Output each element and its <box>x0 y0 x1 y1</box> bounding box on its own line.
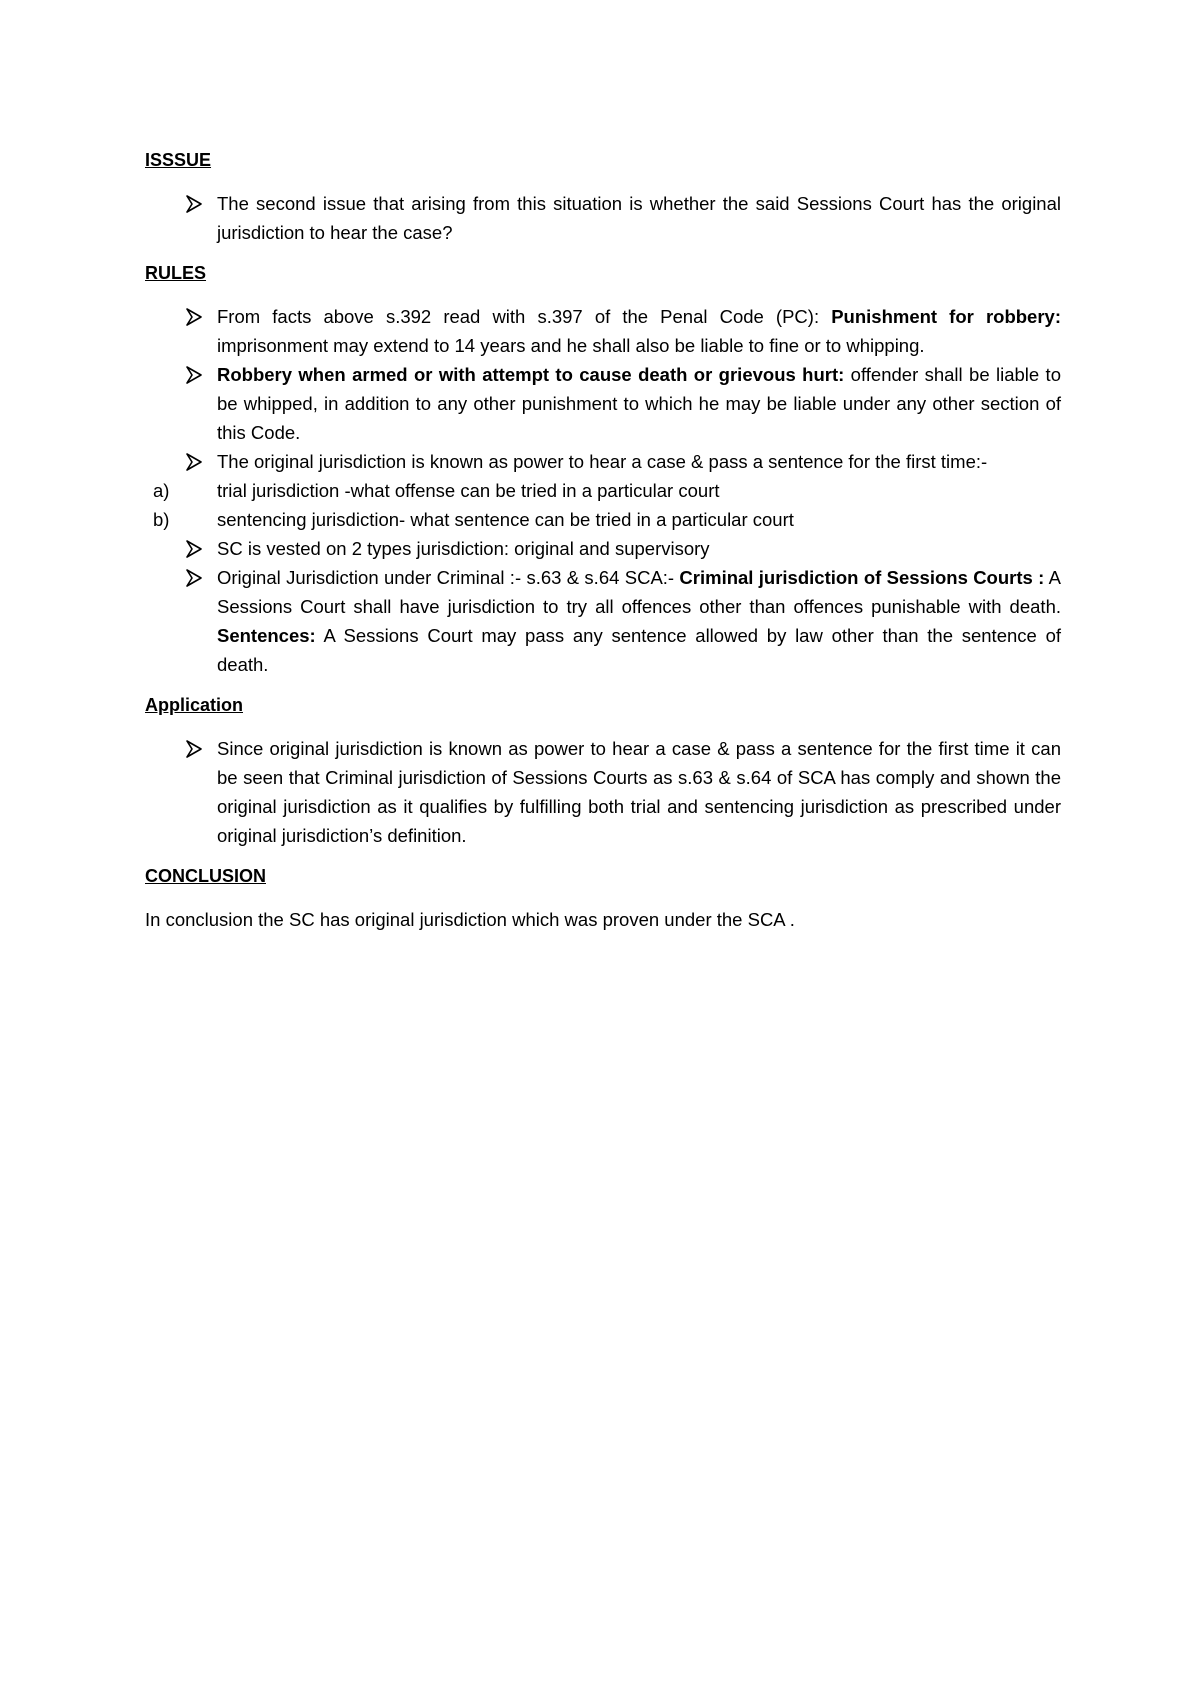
list-item <box>145 360 1061 447</box>
conclusion-text: In conclusion the SC has original jurisdiction which was proven under the SCA . <box>145 909 795 930</box>
arrow-bullet-icon <box>185 195 203 213</box>
application-item-text: Since original jurisdiction is known as power to hear a case & pass a sentence for the first time it can be seen that Criminal jurisdiction of Sessions Courts as s.63 & s.64 of SCA has comply and shown the original jurisdiction as it qualifies by fulfilling both trial and sentencing jurisdiction as prescribed under original jurisdiction’s definition. <box>217 738 1061 846</box>
rules-item-text: From facts above s.392 read with s.397 of the Penal Code (PC): Punishment for robbery: imprisonment may extend to 14 years and he shall also be liable to fine or to whipping. <box>217 306 1061 356</box>
list-item <box>145 189 1061 247</box>
issue-list <box>145 189 1061 247</box>
application-list <box>145 734 1061 850</box>
list-item <box>145 302 1061 360</box>
arrow-bullet-icon <box>185 453 203 471</box>
rules-item-text: sentencing jurisdiction- what sentence can be tried in a particular court <box>217 509 794 530</box>
rules-item-text: Original Jurisdiction under Criminal :- s.63 & s.64 SCA:- Criminal jurisdiction of Sessions Courts : A Sessions Court shall have jurisdiction to try all offences other than offences punishable with death. Sentences: A Sessions Court may pass any sentence allowed by law other than the sentence of death. <box>217 567 1061 675</box>
arrow-bullet-icon <box>185 740 203 758</box>
conclusion-heading: CONCLUSION <box>145 866 266 886</box>
arrow-bullet-icon <box>185 366 203 384</box>
list-item <box>145 734 1061 850</box>
arrow-bullet-icon <box>185 308 203 326</box>
rules-item-text: The original jurisdiction is known as power to hear a case & pass a sentence for the first time:- <box>217 451 988 472</box>
list-item <box>145 505 1061 534</box>
issue-item-text: The second issue that arising from this situation is whether the said Sessions Court has the original jurisdiction to hear the case? <box>217 193 1061 243</box>
application-heading: Application <box>145 695 243 715</box>
arrow-bullet-icon <box>185 569 203 587</box>
issue-heading: ISSSUE <box>145 150 212 170</box>
list-marker: a) <box>153 480 170 501</box>
arrow-bullet-icon <box>185 540 203 558</box>
list-marker: b) <box>153 509 170 530</box>
list-item <box>145 476 1061 505</box>
list-item <box>145 534 1061 563</box>
list-item <box>145 563 1061 679</box>
rules-item-text: trial jurisdiction -what offense can be tried in a particular court <box>217 480 720 501</box>
rules-item-text: Robbery when armed or with attempt to cause death or grievous hurt: offender shall be liable to be whipped, in addition to any other punishment to which he may be liable under any other section of this Code. <box>217 364 1061 443</box>
rules-item-text: SC is vested on 2 types jurisdiction: original and supervisory <box>217 538 710 559</box>
rules-list <box>145 302 1061 679</box>
rules-heading: RULES <box>145 263 207 283</box>
list-item <box>145 447 1061 476</box>
document-content <box>145 146 1061 934</box>
